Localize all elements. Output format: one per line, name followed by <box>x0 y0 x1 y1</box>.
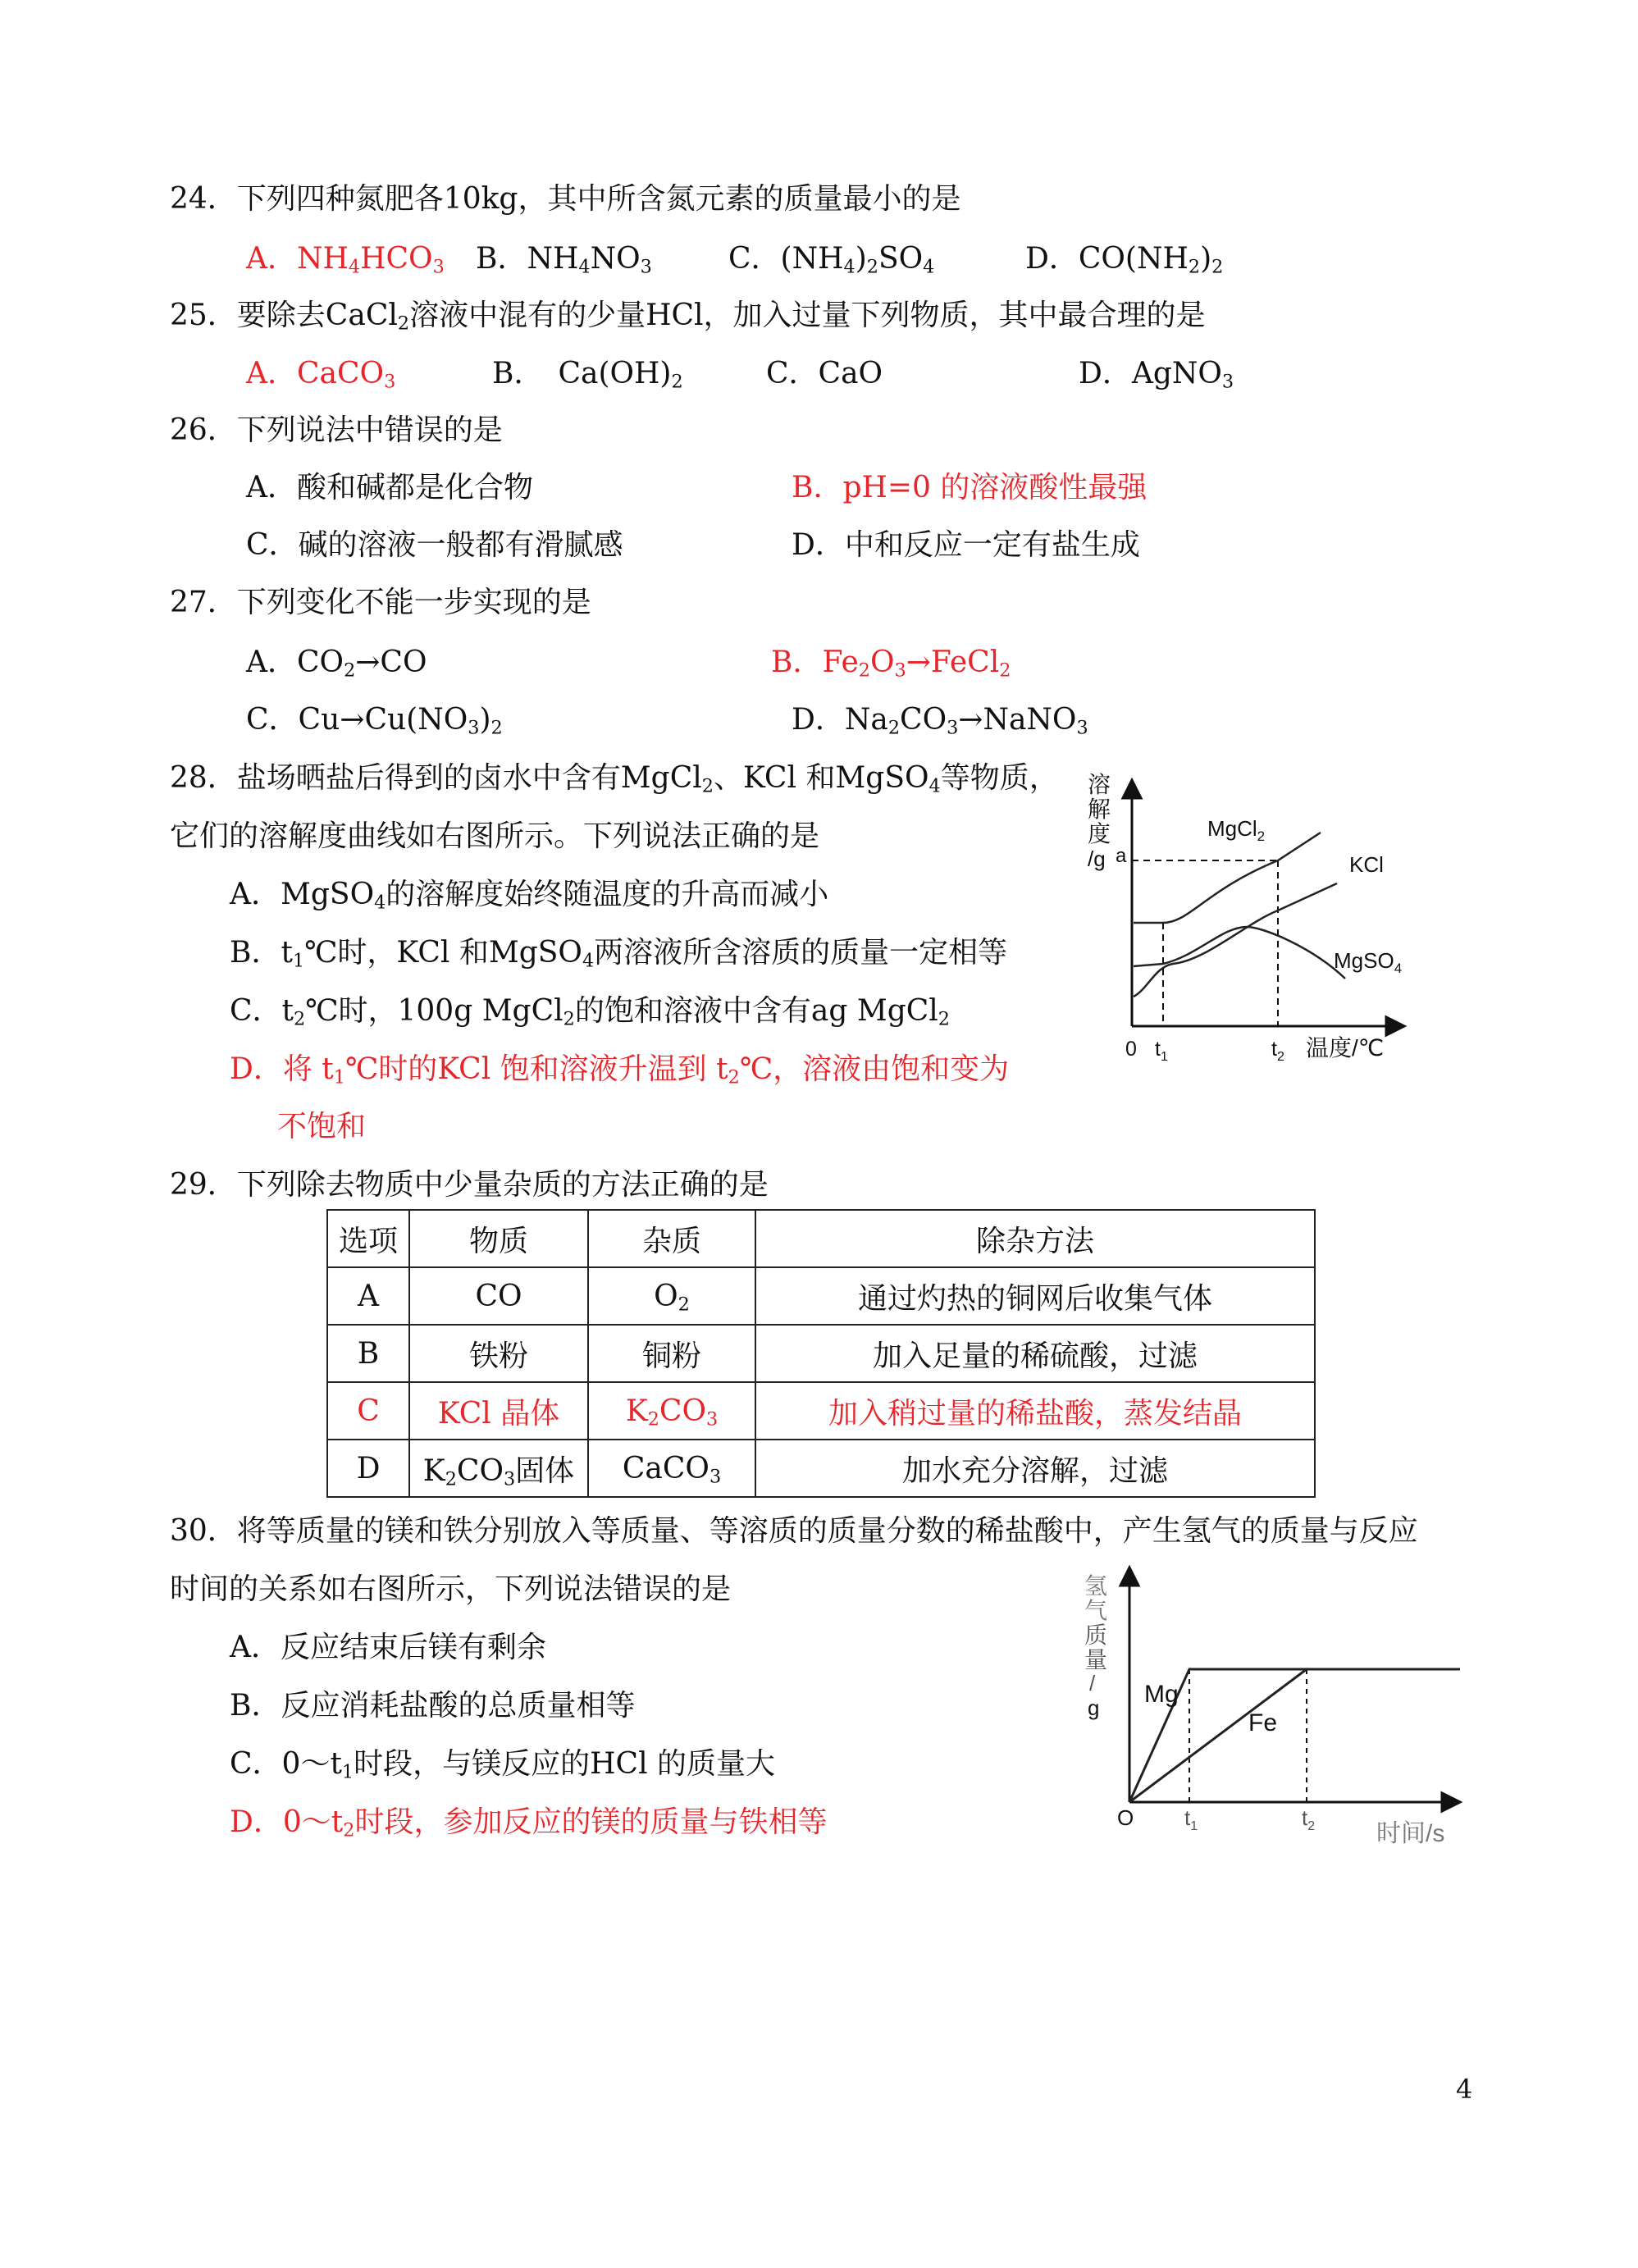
table-cell-impurity: $K_2CO_3$ <box>588 1382 755 1440</box>
table-cell-substance: KCl 晶体 <box>409 1382 588 1440</box>
chart2-ylabel-2: 气 <box>1084 1598 1108 1623</box>
solubility-chart <box>1066 767 1435 1079</box>
q25-stem: 25．要除去CaCl$_2$溶液中混有的少量HCl，加入过量下列物质，其中最合理的是 <box>170 299 1206 335</box>
table-row <box>327 1325 1315 1382</box>
table-header: 选项 <box>327 1210 409 1267</box>
chart1-curve-mgso4 <box>1134 927 1345 979</box>
q27-option-d: D．$Na_2CO_3\to NaNO_3$ <box>792 703 1088 739</box>
chart2-ylabel-5: / <box>1089 1671 1096 1695</box>
chart1-label-mgcl2: MgCl$_2$ <box>1207 816 1266 844</box>
q27-option-a: A．$CO_2\to CO$ <box>246 646 427 682</box>
chart2-ylabel-1: 氢 <box>1084 1573 1108 1599</box>
q25-option-b: B． $Ca(OH)_2$ <box>492 357 683 393</box>
chart2-xlabel: 时间/s <box>1376 1820 1445 1847</box>
q30-option-c: C．$0\sim t_1$时段，与镁反应的HCl 的质量大 <box>230 1747 776 1783</box>
table-cell-method: 加入稍过量的稀盐酸，蒸发结晶 <box>755 1382 1315 1440</box>
q24-option-d: D．$CO(NH_2)_2$ <box>1025 242 1224 278</box>
table-cell-method: 加入足量的稀硫酸，过滤 <box>755 1325 1315 1382</box>
q24-option-b: B．$NH_4NO_3$ <box>476 242 652 278</box>
chart1-origin: 0 <box>1125 1038 1137 1061</box>
chart1-curve-mgcl2 <box>1134 833 1321 923</box>
q30-option-a: A．反应结束后镁有剩余 <box>230 1631 546 1664</box>
table-header: 杂质 <box>588 1210 755 1267</box>
table-cell-substance: CO <box>409 1267 588 1325</box>
chart2-line-mg <box>1129 1669 1460 1802</box>
q28-option-d-line1: D．将 $t_1℃$时的KCl 饱和溶液升温到 $t_2℃$，溶液由饱和变为 <box>230 1052 1010 1088</box>
q28-option-c: C．$t_2℃$时，100g MgCl$_2$的饱和溶液中含有ag MgCl$_2$ <box>230 994 950 1030</box>
table-cell-impurity: 铜粉 <box>588 1325 755 1382</box>
chart2-xtick-t2: $t_2$ <box>1302 1805 1316 1833</box>
chart2-ylabel-3: 质 <box>1084 1622 1108 1648</box>
chart1-label-mgso4: MgSO$_4$ <box>1334 948 1403 976</box>
chart1-ylabel-2: 解 <box>1088 796 1111 822</box>
chart1-ylabel-3: 度 <box>1088 821 1111 847</box>
hydrogen-chart <box>1066 1563 1476 1866</box>
table-cell-option: D <box>327 1440 409 1497</box>
q26-stem: 26．下列说法中错误的是 <box>170 413 503 447</box>
table-cell-method: 通过灼热的铜网后收集气体 <box>755 1267 1315 1325</box>
q26-option-d: D．中和反应一定有盐生成 <box>792 528 1140 562</box>
q25-option-d: D．AgNO$_3$ <box>1079 357 1234 393</box>
q30-stem-line1: 30．将等质量的镁和铁分别放入等质量、等溶质的质量分数的稀盐酸中，产生氢气的质量与反应 <box>170 1514 1418 1548</box>
table-cell-option: B <box>327 1325 409 1382</box>
q29-stem: 29．下列除去物质中少量杂质的方法正确的是 <box>170 1168 769 1202</box>
chart2-label-fe: Fe <box>1248 1709 1278 1736</box>
table-cell-impurity: $O_2$ <box>588 1267 755 1325</box>
table-cell-substance: $K_2CO_3$固体 <box>409 1440 588 1497</box>
q28-option-d-line2: 不饱和 <box>277 1110 367 1143</box>
table-cell-substance: 铁粉 <box>409 1325 588 1382</box>
q28-option-b: B．$t_1℃$时，KCl 和MgSO$_4$两溶液所含溶质的质量一定相等 <box>230 936 1008 972</box>
table-cell-option: A <box>327 1267 409 1325</box>
q28-option-a: A．MgSO$_4$的溶解度始终随温度的升高而减小 <box>230 878 829 914</box>
q27-option-b: B．$Fe_2O_3\to FeCl_2$ <box>771 646 1011 682</box>
q30-stem-line2: 时间的关系如右图所示，下列说法错误的是 <box>170 1572 732 1606</box>
chart1-label-kcl: KCl <box>1349 852 1384 877</box>
chart1-curve-kcl <box>1134 883 1337 997</box>
q27-stem: 27．下列变化不能一步实现的是 <box>170 586 591 619</box>
q24-option-c: C．$(NH_4)_2SO_4$ <box>728 242 935 278</box>
table-row <box>327 1440 1315 1497</box>
q25-option-a: A．CaCO$_3$ <box>246 357 396 393</box>
chart1-xlabel: 温度/℃ <box>1306 1035 1385 1061</box>
chart2-label-mg: Mg <box>1144 1681 1179 1708</box>
q30-option-d: D．$0\sim t_2$时段，参加反应的镁的质量与铁相等 <box>230 1805 828 1841</box>
chart1-ytick-a: a <box>1116 845 1127 867</box>
chart1-xtick-t1: $t_1$ <box>1155 1038 1168 1064</box>
q25-option-c: C．CaO <box>766 357 883 390</box>
chart1-xtick-t2: $t_2$ <box>1271 1038 1284 1064</box>
table-row <box>327 1267 1315 1325</box>
table-header: 物质 <box>409 1210 588 1267</box>
table-header-row <box>327 1210 1315 1267</box>
q30-option-b: B．反应消耗盐酸的总质量相等 <box>230 1689 636 1723</box>
q28-stem-line2: 它们的溶解度曲线如右图所示。下列说法正确的是 <box>170 819 820 853</box>
q26-option-b: B．pH=0 的溶液酸性最强 <box>792 471 1148 504</box>
table-row <box>327 1382 1315 1440</box>
table-header: 除杂方法 <box>755 1210 1315 1267</box>
table-cell-impurity: CaCO$_3$ <box>588 1440 755 1497</box>
page-number: 4 <box>1456 2074 1473 2105</box>
chart2-ylabel-4: 量 <box>1084 1647 1108 1672</box>
q24-option-a: A．$NH_4HCO_3$ <box>246 242 445 278</box>
q24-stem: 24．下列四种氮肥各10kg，其中所含氮元素的质量最小的是 <box>170 182 961 216</box>
chart1-ylabel-1: 溶 <box>1088 772 1111 797</box>
q26-option-a: A．酸和碱都是化合物 <box>246 471 533 504</box>
q29-table <box>326 1209 1316 1498</box>
chart1-ylabel-4: /g <box>1088 847 1106 871</box>
q27-option-c: C．$Cu\to Cu(NO_3)_2$ <box>246 703 503 739</box>
table-cell-option: C <box>327 1382 409 1440</box>
table-cell-method: 加水充分溶解，过滤 <box>755 1440 1315 1497</box>
chart2-ylabel-6: g <box>1088 1695 1100 1720</box>
chart2-xtick-t1: $t_1$ <box>1184 1805 1198 1833</box>
q28-stem-line1: 28．盐场晒盐后得到的卤水中含有MgCl$_2$、KCl 和MgSO$_4$等物质， <box>170 761 1059 797</box>
q26-option-c: C．碱的溶液一般都有滑腻感 <box>246 528 623 562</box>
chart2-origin: O <box>1117 1805 1134 1830</box>
